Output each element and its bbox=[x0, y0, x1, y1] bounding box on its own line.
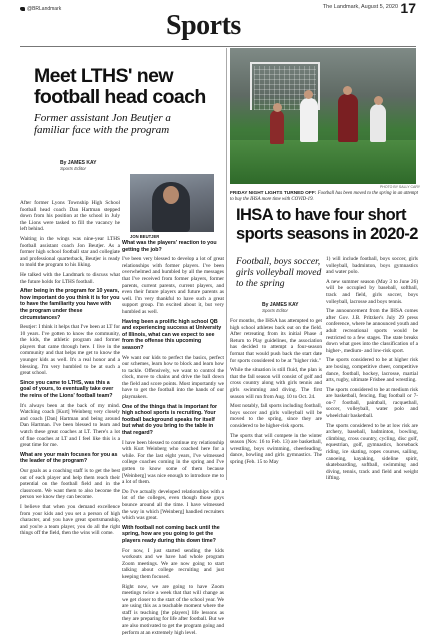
page-number: 17 bbox=[400, 0, 416, 16]
article-paragraph: The sports considered to be at higher risk are boxing, competitive cheer, competitive dance, football, hockey, lacrosse, martial arts, rugby, ultimate Frisbee and wrestling. bbox=[326, 357, 418, 383]
article-paragraph: I believe that when you demand excellence from your kids and you set a person of high character, and you have great sportsmanship, and you're a team player, you do all the right things off the field, then the wins will come. bbox=[20, 504, 120, 537]
section-title: Sports bbox=[166, 10, 241, 42]
football-photo-player-head bbox=[343, 86, 352, 95]
article-paragraph: We want our kids to perfect the basics, perfect our schemes, learn how to block and learn how to tackle. Offensively, we want to control the clock, move to chains and drive the ball down the field and score points. Most importantly we have to get the football into the hands of our playmakers. bbox=[122, 355, 224, 401]
article-paragraph: I have been blessed to continue my relationship with Kurt Weinberg who coached here for a while. For the last eight years, I've witnessed college coaches coming in the spring and I've gotten to know some of them because [Weinberg] was nice enough to introduce me to a lot of them. bbox=[122, 440, 224, 486]
article-paragraph: It's always been at the back of my mind. Watching coach [Kurt] Weinberg very closely and coach [Dan] Hartman and being around Dan Hartman. I've been blessed to learn and watch these great coaches at LT. There's a lot of fine coaches at LT and I feel like this is a great time for me. bbox=[20, 403, 120, 449]
right-headline-line1: IHSA to have four short bbox=[236, 206, 420, 225]
football-photo-player-head bbox=[304, 90, 313, 99]
interview-question: With football not coming back until the spring, how are you going to get the players ready during this down time? bbox=[122, 525, 224, 545]
left-deck: Former assistant Jon Beutjer a familiar face with the program bbox=[34, 112, 206, 136]
interview-question: Since you came to LTHS, was this a goal of yours, to eventually take over the reins of the Lions' football team? bbox=[20, 380, 120, 400]
article-paragraph: 1) will include football, boys soccer, girls volleyball, badminton, boys gymnastics and water polo. bbox=[326, 256, 418, 276]
right-headline bbox=[236, 206, 420, 243]
left-byline: By JAMES KAY bbox=[60, 160, 97, 166]
football-photo-player bbox=[338, 94, 358, 142]
football-photo-player-head bbox=[374, 96, 383, 105]
coach-photo bbox=[130, 174, 214, 232]
right-byline-role: Sports Editor bbox=[262, 308, 288, 313]
coach-photo-cutline: JON BEUTJER bbox=[130, 234, 159, 239]
interview-question: Having been a prolific high school QB and experiencing success at University of Illinois, what can we expect to see from the offense this upcoming season? bbox=[122, 319, 224, 352]
article-paragraph: While the situation is still fluid, the plan is that the fall season will consist of golf and cross country along with girls tennis and girls swimming and diving. The first season will run from Aug. 10 to Oct. 24. bbox=[230, 367, 322, 400]
football-photo-player bbox=[300, 98, 318, 142]
right-column-1 bbox=[230, 318, 322, 480]
cutline-label: FRIDAY NIGHT LIGHTS TURNED OFF: bbox=[230, 191, 316, 196]
right-byline: By JAMES KAY bbox=[262, 302, 299, 308]
article-paragraph: He talked with the Landmark to discuss what the future holds for LTHS football. bbox=[20, 272, 120, 285]
header-rule bbox=[20, 46, 416, 47]
left-headline bbox=[34, 66, 214, 108]
interview-question: After being in the program for 10 years, how important do you think it is for you to have the familiarity you have with the program under these circumstances? bbox=[20, 288, 120, 321]
twitter-icon bbox=[20, 7, 25, 11]
article-paragraph: Waiting in the wings was nine-year LTHS football assistant coach Jon Beutjer. As a former high school football star and collegiate and professional quarterback, Beutjer is ready to mold the program to his liking. bbox=[20, 236, 120, 269]
interview-question: What was the players' reaction to you getting the job? bbox=[122, 240, 224, 253]
right-column-2 bbox=[326, 256, 418, 480]
interview-question: What are your main focuses for you as the leader of the program? bbox=[20, 452, 120, 465]
cutline-text: Football has been moved to the spring in an attempt to buy the IHSA more time with COVID-19. bbox=[230, 191, 418, 202]
article-paragraph: After former Lyons Township High School football head coach Dan Hartman stepped down from his position at the school in July the Lions were tasked to fill the vacancy he left behind. bbox=[20, 200, 120, 233]
football-photo-player bbox=[270, 110, 284, 144]
football-photo-player-head bbox=[273, 103, 282, 112]
interview-question: One of the things that is important for high school sports is recruiting. Your football background speaks for itself but what do you bring to the table in that regard? bbox=[122, 404, 224, 437]
left-column-2 bbox=[122, 240, 224, 480]
article-paragraph: Do I've actually developed relationships with a lot of the colleges, even though those guys bounce around all the time. I have witnessed the way in which [Weinberg] handled recruiters which was great. bbox=[122, 489, 224, 522]
article-paragraph: A new summer season (May 3 to June 26) will be occupied by baseball, softball, track and field, girls soccer, boys volleyball, lacrosse and boys tennis. bbox=[326, 279, 418, 305]
column-divider bbox=[226, 48, 227, 480]
left-byline-role: Sports Editor bbox=[60, 166, 86, 171]
football-photo-player bbox=[370, 104, 386, 142]
right-headline-line2: sports seasons in 2020-2 bbox=[236, 225, 420, 244]
coach-photo-face bbox=[163, 186, 179, 204]
article-paragraph: The sports considered to be at low risk are archery, baseball, badminton, bowling, climbing, cross country, cycling, disc golf, equestrian, golf, gymnastics, horseback riding, ice skating, ropes courses, sailing, canoeing, kayaking, sideline spirit, skateboarding, softball, swimming and diving, tennis, track and field and weight lifting. bbox=[326, 423, 418, 482]
article-paragraph: The sports considered to be at medium risk are basketball, fencing, flag football or 7-on-7 football, paintball, racquetball, soccer, volleyball, water polo and wheelchair basketball. bbox=[326, 387, 418, 420]
article-paragraph: For now, I just started sending the kids workouts and we have had whole program Zoom meetings. We are now going to start talking about college recruiting and just keeping them focused. bbox=[122, 548, 224, 581]
article-paragraph: For months, the IHSA has attempted to get high school athletes back out on the field. After retreating from its initial Phase 4 Return to Play guidelines, the association has decided to attempt a four-season format that would push back the start date for sports considered to be at "higher risk." bbox=[230, 318, 322, 364]
article-paragraph: Beutjer: I think it helps that I've been at LT for 10 years. I've gotten to know the community, the kids, the athletic program and former players that came through here. I live in the community and that helps me get to know the younger kids as well. It's a real honor and a blessing. I'm very humbled to be at such a great school. bbox=[20, 324, 120, 377]
left-headline-line2: football head coach bbox=[34, 87, 214, 108]
article-paragraph: I've been very blessed to develop a lot of great relationships with former players. I've been overwhelmed and humbled by all the messages that I've received from former players, former parents, current parents, current players, and even their future players and future parents as well. I'm very thankful to have such a great support group. I'm excited about it, but very humbled as well. bbox=[122, 256, 224, 315]
right-deck: Football, boys soccer, girls volleyball moved to the spring bbox=[236, 256, 326, 289]
football-photo-cutline bbox=[230, 191, 420, 202]
twitter-handle-text: @BRLandmark bbox=[27, 6, 61, 12]
twitter-handle bbox=[20, 6, 61, 12]
article-paragraph: Most notably, fall sports including football, boys soccer and girls volleyball will be moved to the spring, since they are considered to be higher-risk sports. bbox=[230, 403, 322, 429]
article-paragraph: The sports that will compete in the winter season (Nov. 16 to Feb. 13) are basketball, wrestling, boys swimming, cheerleading, dance, bowling and girls gymnastics. The spring (Feb. 15 to May bbox=[230, 433, 322, 466]
football-photo-field bbox=[230, 140, 416, 184]
left-column-1 bbox=[20, 200, 120, 480]
photo-credit: PHOTO BY SALLY CARY bbox=[380, 185, 420, 189]
edition-line: The Landmark, August 5, 2020 bbox=[323, 4, 398, 10]
article-paragraph: Right now, we are going to have Zoom meetings twice a week that that will change as we get closer to the start of the school year. We are using this as a teachable moment where the staff is teaching [the players] life lessons as they are preparing for life after football. But we are also motivated to get the program going and perform at an extremely high level. bbox=[122, 584, 224, 636]
article-paragraph: Our goals as a coaching staff is to get the best out of each player and help them reach their potential on the football field and in the classroom. We want them to also become the person we know they can become. bbox=[20, 468, 120, 501]
article-paragraph: The announcement from the IHSA comes after Gov. J.B. Pritzker's July 29 press conference, where he announced youth and adult recreational sports would be restricted to a few stages. The state breaks down what goes into the classification of a higher-, medium- and low-risk sport. bbox=[326, 308, 418, 354]
football-photo bbox=[230, 48, 416, 184]
left-headline-line1: Meet LTHS' new bbox=[34, 66, 214, 87]
